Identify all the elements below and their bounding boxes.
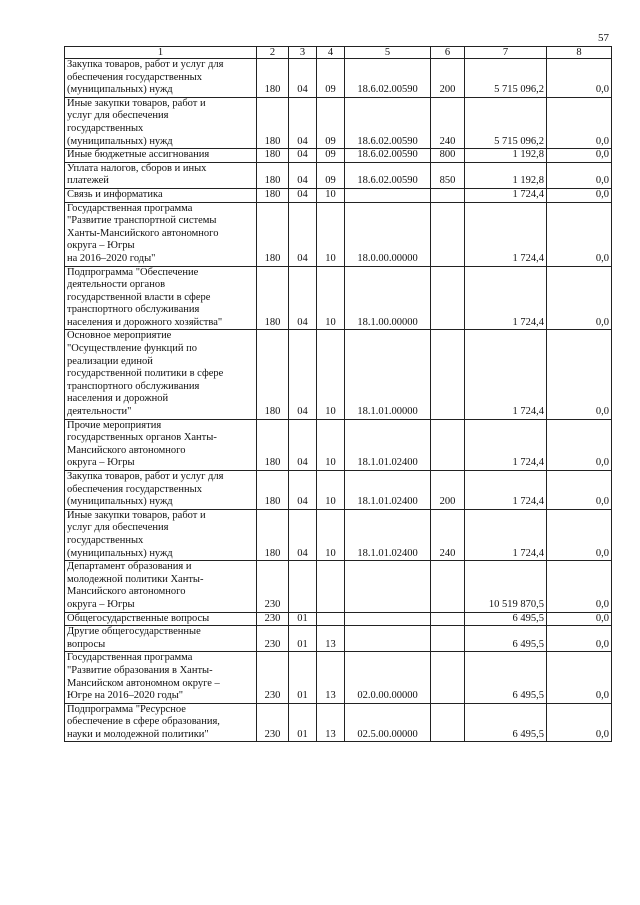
row-name: Подпрограмма "Ресурсное обеспечение в сфере образования, науки и молодежной политики" [65, 703, 257, 742]
amount-secondary: 0,0 [547, 509, 612, 560]
column-header: 6 [431, 47, 465, 59]
section-code: 01 [289, 652, 317, 703]
ministry-code: 180 [257, 97, 289, 148]
amount-secondary: 0,0 [547, 188, 612, 202]
target-article: 18.1.01.02400 [345, 509, 431, 560]
ministry-code: 180 [257, 330, 289, 419]
target-article: 02.0.00.00000 [345, 652, 431, 703]
column-header: 4 [317, 47, 345, 59]
expense-type [431, 202, 465, 266]
target-article: 02.5.00.00000 [345, 703, 431, 742]
header-row [65, 47, 612, 59]
table-row [65, 330, 612, 419]
subsection-code [317, 612, 345, 626]
expense-type: 800 [431, 149, 465, 163]
table-row [65, 419, 612, 470]
target-article: 18.6.02.00590 [345, 97, 431, 148]
table-row [65, 471, 612, 510]
target-article: 18.1.00.00000 [345, 266, 431, 330]
table-row [65, 703, 612, 742]
expense-type [431, 330, 465, 419]
row-name: Другие общегосударственные вопросы [65, 626, 257, 652]
subsection-code: 09 [317, 162, 345, 188]
target-article [345, 612, 431, 626]
row-name: Основное мероприятие "Осуществление функций по реализации единой государственной политики в сфере транспортного обслуживания населения и дорожной деятельности" [65, 330, 257, 419]
expense-type: 200 [431, 59, 465, 98]
amount-secondary: 0,0 [547, 626, 612, 652]
amount-secondary: 0,0 [547, 419, 612, 470]
amount: 1 192,8 [465, 162, 547, 188]
ministry-code: 180 [257, 471, 289, 510]
subsection-code: 09 [317, 97, 345, 148]
amount-secondary: 0,0 [547, 97, 612, 148]
expense-type [431, 266, 465, 330]
column-header: 8 [547, 47, 612, 59]
expense-type [431, 419, 465, 470]
amount-secondary: 0,0 [547, 471, 612, 510]
table-row [65, 97, 612, 148]
table-row [65, 266, 612, 330]
amount-secondary: 0,0 [547, 330, 612, 419]
amount: 5 715 096,2 [465, 97, 547, 148]
table-row [65, 561, 612, 612]
amount: 1 192,8 [465, 149, 547, 163]
amount-secondary: 0,0 [547, 561, 612, 612]
row-name: Иные бюджетные ассигнования [65, 149, 257, 163]
subsection-code: 10 [317, 330, 345, 419]
expense-type: 240 [431, 509, 465, 560]
amount-secondary: 0,0 [547, 162, 612, 188]
ministry-code: 180 [257, 202, 289, 266]
row-name: Государственная программа "Развитие транспортной системы Ханты-Мансийского автономного округа – Югры на 2016–2020 годы" [65, 202, 257, 266]
section-code: 04 [289, 202, 317, 266]
table-row [65, 188, 612, 202]
column-header: 7 [465, 47, 547, 59]
ministry-code: 180 [257, 419, 289, 470]
subsection-code: 13 [317, 626, 345, 652]
column-header: 5 [345, 47, 431, 59]
section-code [289, 561, 317, 612]
expense-type [431, 561, 465, 612]
page-number: 57 [598, 32, 609, 44]
target-article: 18.6.02.00590 [345, 59, 431, 98]
ministry-code: 180 [257, 266, 289, 330]
section-code: 04 [289, 188, 317, 202]
section-code: 04 [289, 471, 317, 510]
subsection-code [317, 561, 345, 612]
amount: 1 724,4 [465, 330, 547, 419]
table-row [65, 149, 612, 163]
section-code: 04 [289, 59, 317, 98]
expense-type: 240 [431, 97, 465, 148]
section-code: 04 [289, 149, 317, 163]
amount-secondary: 0,0 [547, 652, 612, 703]
amount: 5 715 096,2 [465, 59, 547, 98]
amount-secondary: 0,0 [547, 59, 612, 98]
row-name: Иные закупки товаров, работ и услуг для обеспечения государственных (муниципальных) нужд [65, 509, 257, 560]
section-code: 01 [289, 612, 317, 626]
column-header: 3 [289, 47, 317, 59]
amount: 1 724,4 [465, 266, 547, 330]
expense-type [431, 626, 465, 652]
amount: 1 724,4 [465, 471, 547, 510]
amount: 1 724,4 [465, 202, 547, 266]
subsection-code: 10 [317, 266, 345, 330]
amount-secondary: 0,0 [547, 202, 612, 266]
section-code: 04 [289, 419, 317, 470]
target-article: 18.6.02.00590 [345, 149, 431, 163]
ministry-code: 230 [257, 612, 289, 626]
section-code: 04 [289, 162, 317, 188]
subsection-code: 10 [317, 509, 345, 560]
row-name: Прочие мероприятия государственных органов Ханты- Мансийского автономного округа – Югры [65, 419, 257, 470]
ministry-code: 180 [257, 149, 289, 163]
subsection-code: 13 [317, 703, 345, 742]
section-code: 01 [289, 703, 317, 742]
table-row [65, 59, 612, 98]
amount: 6 495,5 [465, 626, 547, 652]
amount-secondary: 0,0 [547, 149, 612, 163]
table-row [65, 509, 612, 560]
amount: 6 495,5 [465, 612, 547, 626]
row-name: Общегосударственные вопросы [65, 612, 257, 626]
table-row [65, 202, 612, 266]
row-name: Иные закупки товаров, работ и услуг для обеспечения государственных (муниципальных) нужд [65, 97, 257, 148]
subsection-code: 10 [317, 471, 345, 510]
amount: 10 519 870,5 [465, 561, 547, 612]
ministry-code: 230 [257, 652, 289, 703]
target-article: 18.1.01.02400 [345, 471, 431, 510]
target-article [345, 561, 431, 612]
expense-type [431, 188, 465, 202]
target-article: 18.0.00.00000 [345, 202, 431, 266]
target-article: 18.1.01.00000 [345, 330, 431, 419]
subsection-code: 10 [317, 419, 345, 470]
amount-secondary: 0,0 [547, 612, 612, 626]
table-row [65, 162, 612, 188]
subsection-code: 10 [317, 202, 345, 266]
ministry-code: 230 [257, 561, 289, 612]
expense-type: 850 [431, 162, 465, 188]
amount: 1 724,4 [465, 509, 547, 560]
section-code: 04 [289, 266, 317, 330]
row-name: Закупка товаров, работ и услуг для обеспечения государственных (муниципальных) нужд [65, 59, 257, 98]
amount: 1 724,4 [465, 188, 547, 202]
section-code: 04 [289, 509, 317, 560]
ministry-code: 180 [257, 188, 289, 202]
section-code: 04 [289, 330, 317, 419]
subsection-code: 09 [317, 59, 345, 98]
amount-secondary: 0,0 [547, 703, 612, 742]
table-row [65, 652, 612, 703]
amount: 6 495,5 [465, 703, 547, 742]
row-name: Государственная программа "Развитие образования в Ханты- Мансийском автономном округе – Югре на 2016–2020 годы" [65, 652, 257, 703]
target-article: 18.1.01.02400 [345, 419, 431, 470]
expense-type [431, 703, 465, 742]
row-name: Связь и информатика [65, 188, 257, 202]
row-name: Подпрограмма "Обеспечение деятельности органов государственной власти в сфере транспортного обслуживания населения и дорожного хозяйства" [65, 266, 257, 330]
row-name: Закупка товаров, работ и услуг для обеспечения государственных (муниципальных) нужд [65, 471, 257, 510]
row-name: Уплата налогов, сборов и иных платежей [65, 162, 257, 188]
amount: 1 724,4 [465, 419, 547, 470]
column-header: 2 [257, 47, 289, 59]
budget-table [64, 46, 612, 742]
expense-type [431, 612, 465, 626]
subsection-code: 09 [317, 149, 345, 163]
table-body [65, 59, 612, 742]
target-article [345, 626, 431, 652]
target-article: 18.6.02.00590 [345, 162, 431, 188]
target-article [345, 188, 431, 202]
table-row [65, 612, 612, 626]
row-name: Департамент образования и молодежной политики Ханты- Мансийского автономного округа – Югры [65, 561, 257, 612]
ministry-code: 180 [257, 509, 289, 560]
section-code: 01 [289, 626, 317, 652]
section-code: 04 [289, 97, 317, 148]
amount-secondary: 0,0 [547, 266, 612, 330]
amount: 6 495,5 [465, 652, 547, 703]
expense-type [431, 652, 465, 703]
ministry-code: 180 [257, 59, 289, 98]
ministry-code: 230 [257, 703, 289, 742]
column-header: 1 [65, 47, 257, 59]
ministry-code: 230 [257, 626, 289, 652]
expense-type: 200 [431, 471, 465, 510]
subsection-code: 10 [317, 188, 345, 202]
subsection-code: 13 [317, 652, 345, 703]
table-row [65, 626, 612, 652]
ministry-code: 180 [257, 162, 289, 188]
